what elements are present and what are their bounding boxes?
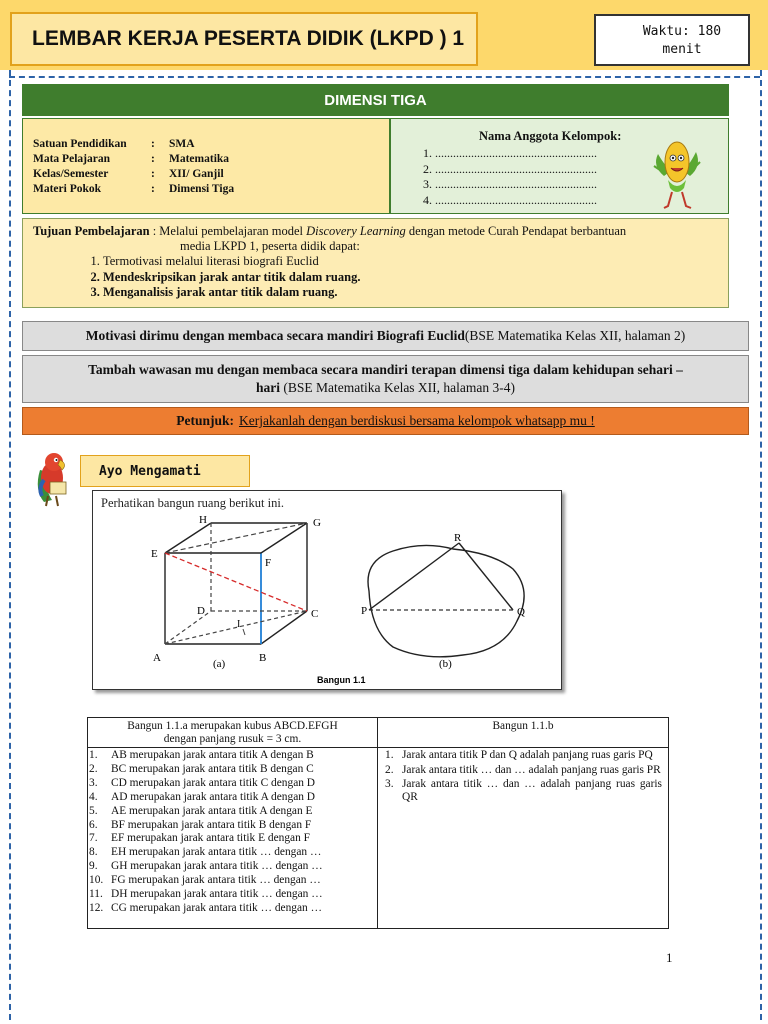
list-item-text: Jarak antara titik … dan … adalah panjang ruas garis QR: [402, 778, 662, 803]
vertex-label-f: F: [265, 557, 272, 569]
vertex-label-g: G: [313, 517, 321, 529]
list-item: [88, 846, 323, 860]
info-sep: :: [151, 138, 155, 150]
motivation-box: [22, 321, 749, 351]
info-sep: :: [151, 153, 155, 165]
cube-edge-eh: [165, 523, 211, 553]
list-item-text: GH merupakan jarak antara titik … dengan …: [111, 860, 323, 873]
group-line[interactable]: 4. ......................................................: [423, 192, 597, 207]
objective-label: Tujuan Pembelajaran: [33, 224, 150, 238]
list-item-text: EH merupakan jarak antara titik … dengan …: [111, 846, 322, 859]
list-item-number: 10.: [89, 874, 104, 887]
figure-instruction: Perhatikan bangun ruang berikut ini.: [101, 496, 284, 510]
time-unit: menit: [662, 42, 702, 57]
geometry-figure: [92, 490, 562, 690]
list-item-text: Jarak antara titik P dan Q adalah panjang ruas garis PQ: [402, 749, 653, 761]
list-item-text: CD merupakan jarak antara titik C dengan D: [111, 776, 316, 789]
cube-diagonal-eg: [165, 523, 307, 553]
list-item: [88, 791, 323, 805]
list-item: [88, 860, 323, 874]
insight-ref: (BSE Matematika Kelas XII, halaman 3-4): [279, 380, 516, 395]
list-item: [88, 819, 323, 833]
document-title: LEMBAR KERJA PESERTA DIDIK (LKPD ) 1: [10, 12, 478, 66]
info-sep: :: [151, 183, 155, 195]
cube-diagonal-ec: [165, 553, 307, 611]
vertex-label-c: C: [311, 608, 319, 620]
info-value: Matematika: [169, 153, 230, 165]
learning-objectives: [22, 218, 729, 308]
table-header-left-line1: Bangun 1.1.a merupakan kubus ABCD.EFGH: [127, 720, 338, 732]
objective-item: 3. Menganalisis jarak antar titik dalam ruang.: [103, 285, 360, 301]
list-item-text: Jarak antara titik … dan … adalah panjang ruas garis PR: [402, 763, 661, 776]
group-line[interactable]: 2. ......................................................: [423, 161, 597, 176]
list-item: [385, 764, 663, 777]
figure-canvas: [93, 491, 561, 689]
list-item-number: 1.: [385, 749, 394, 761]
corn-mascot-icon: [650, 136, 704, 212]
list-item-text: DH merupakan jarak antara titik … dengan …: [111, 888, 323, 901]
group-heading: Nama Anggota Kelompok:: [479, 129, 622, 143]
table-header-right: Bangun 1.1.b: [492, 720, 554, 732]
group-line[interactable]: 3. ......................................................: [423, 177, 597, 191]
right-statement-list: [385, 749, 663, 805]
list-item-number: 2.: [385, 763, 394, 776]
info-sep: :: [151, 168, 155, 180]
list-item-text: CG merupakan jarak antara titik … dengan …: [111, 901, 322, 914]
info-row: [33, 183, 389, 198]
school-info-panel: [22, 118, 390, 214]
table-header-left: [88, 720, 377, 746]
info-row: [33, 168, 389, 183]
objective-item: 2. Mendeskripsikan jarak antar titik dalam ruang.: [103, 270, 360, 286]
time-label: Waktu: 180: [642, 24, 722, 39]
objective-list: [83, 254, 360, 301]
section-title: DIMENSI TIGA: [22, 84, 729, 116]
info-key: Mata Pelajaran: [33, 153, 110, 165]
figure-caption: Bangun 1.1: [317, 675, 366, 685]
list-item-number: 6.: [89, 818, 98, 831]
vertex-label-b: B: [259, 652, 267, 664]
point-label-p: P: [361, 605, 368, 617]
page-border-top: [9, 76, 760, 78]
instruction-label: Petunjuk:: [176, 413, 234, 428]
list-item: [88, 777, 323, 791]
list-item-number: 7.: [89, 832, 98, 845]
sub-caption-b: (b): [439, 658, 452, 670]
blob-line-pr: [369, 543, 459, 610]
info-value: Dimensi Tiga: [169, 183, 235, 195]
list-item: [88, 805, 323, 819]
page-border-right: [760, 70, 762, 1020]
vertex-label-a: A: [153, 652, 161, 664]
motivation-ref: (BSE Matematika Kelas XII, halaman 2): [464, 328, 686, 343]
distance-table: [87, 717, 669, 929]
objective-model: Discovery Learning: [306, 224, 406, 238]
list-item: [88, 832, 323, 846]
info-key: Satuan Pendidikan: [33, 138, 127, 150]
page-number: 1: [666, 950, 673, 965]
list-item-number: 4.: [89, 790, 98, 803]
list-item-number: 9.: [89, 860, 98, 873]
list-item-text: EF merupakan jarak antara titik E dengan F: [111, 832, 310, 845]
list-item-text: BF merupakan jarak antara titik B dengan F: [111, 818, 312, 831]
group-lines: [423, 146, 597, 208]
list-item-number: 11.: [89, 888, 103, 901]
time-box: [594, 14, 750, 66]
objective-item: 1. Termotivasi melalui literasi biografi Euclid: [103, 254, 360, 270]
info-value: SMA: [169, 138, 195, 150]
vertex-label-i: I: [237, 619, 241, 630]
objective-text-b: dengan metode Curah Pendapat berbantuan: [405, 224, 627, 238]
vertex-label-e: E: [151, 548, 158, 560]
left-statement-list: [88, 749, 323, 916]
info-row: [33, 153, 389, 168]
cube-mark-i: [243, 629, 245, 635]
vertex-label-d: D: [197, 605, 205, 617]
sub-caption-a: (a): [213, 658, 226, 670]
insight-text-1: Tambah wawasan mu dengan membaca secara mandiri terapan dimensi tiga dalam kehidupan sehari –: [88, 362, 683, 377]
instruction-box: [22, 407, 749, 435]
list-item-number: 3.: [89, 776, 98, 789]
list-item-text: BC merupakan jarak antara titik B dengan C: [111, 762, 314, 775]
list-item: [88, 888, 323, 902]
table-divider-horizontal: [88, 747, 668, 748]
info-row: [33, 138, 389, 153]
motivation-text: Motivasi dirimu dengan membaca secara mandiri Biografi Euclid: [85, 328, 465, 343]
point-label-q: Q: [517, 606, 525, 618]
list-item: [88, 763, 323, 777]
insight-text-2: hari: [255, 380, 280, 395]
info-value: XII/ Ganjil: [169, 168, 224, 180]
objective-text-a: : Melalui pembelajaran model: [149, 224, 307, 238]
blob-shape: [368, 545, 524, 656]
vertex-label-h: H: [199, 514, 207, 526]
table-header-left-line2: dengan panjang rusuk = 3 cm.: [163, 733, 302, 745]
info-key: Materi Pokok: [33, 183, 102, 195]
list-item-number: 1.: [89, 749, 98, 761]
objective-line2: media LKPD 1, peserta didik dapat:: [180, 239, 360, 253]
list-item-text: AB merupakan jarak antara titik A dengan B: [111, 749, 314, 761]
list-item-text: AD merupakan jarak antara titik A dengan D: [111, 790, 316, 803]
observe-heading: Ayo Mengamati: [80, 455, 250, 487]
list-item: [385, 749, 663, 762]
list-item-number: 12.: [89, 901, 104, 914]
insight-box: [22, 355, 749, 403]
group-line[interactable]: 1. ......................................................: [423, 146, 597, 160]
blob-line-rq: [459, 543, 513, 610]
parrot-mascot-icon: [30, 450, 74, 508]
list-item-number: 5.: [89, 804, 98, 817]
list-item: [88, 749, 323, 763]
point-label-r: R: [454, 532, 462, 544]
table-divider-vertical: [377, 718, 378, 928]
info-key: Kelas/Semester: [33, 168, 109, 180]
page-border-left: [9, 70, 11, 1020]
list-item: [385, 778, 663, 803]
list-item-text: AE merupakan jarak antara titik A dengan E: [111, 804, 313, 817]
instruction-text: Kerjakanlah dengan berdiskusi bersama kelompok whatsapp mu !: [238, 413, 595, 428]
list-item: [88, 902, 323, 916]
list-item-number: 3.: [385, 778, 394, 790]
list-item-text: FG merupakan jarak antara titik … dengan …: [111, 874, 321, 887]
list-item-number: 8.: [89, 846, 98, 859]
objective-intro: [33, 224, 626, 239]
list-item-number: 2.: [89, 762, 98, 775]
cube-diagonal-ac: [165, 611, 307, 644]
list-item: [88, 874, 323, 888]
